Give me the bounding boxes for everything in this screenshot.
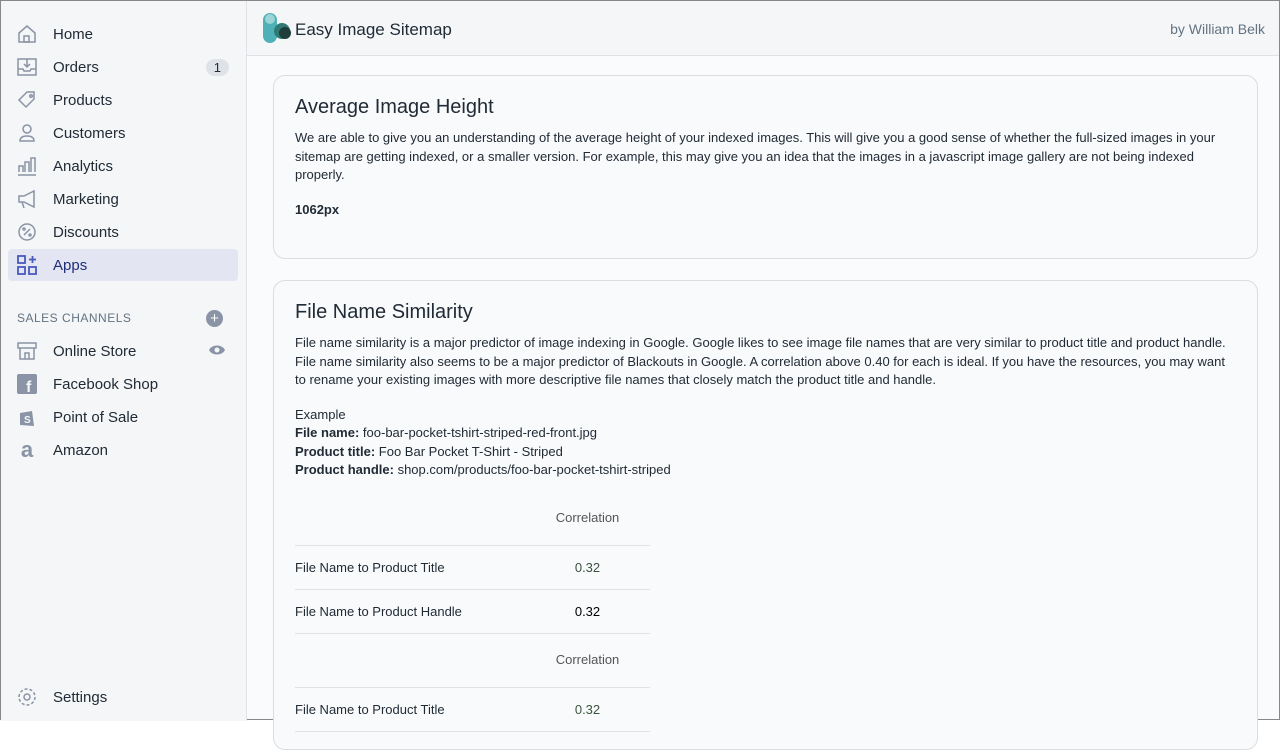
row-value: 0.32 — [525, 688, 650, 732]
product-title-label: Product title: — [295, 443, 376, 459]
nav-products[interactable]: Products — [8, 84, 238, 116]
person-icon — [16, 122, 38, 144]
add-channel-button[interactable]: + — [206, 310, 223, 327]
nav-apps[interactable]: Apps — [8, 249, 238, 281]
product-handle-value: shop.com/products/foo-bar-pocket-tshirt-striped — [397, 462, 671, 477]
card-description: File name similarity is a major predictor of image indexing in Google. Google likes to see image file names that are very similar to product title and product handle. File name similarity also seems to be a major predictor of Blackouts in Google. A correlation above 0.40 for each is ideal. If you have the resources, you may want to rename your existing images with more descriptive file names that closely match the product title and handle. — [295, 335, 1226, 387]
table-row — [295, 590, 650, 634]
amazon-icon: a — [20, 437, 34, 462]
example-label: Example — [295, 406, 346, 422]
chart-icon — [16, 155, 38, 177]
product-title-value: Foo Bar Pocket T-Shirt - Striped — [378, 443, 563, 459]
column-header: Correlation — [525, 510, 650, 546]
discount-icon — [16, 221, 38, 243]
table-row — [295, 546, 650, 590]
channel-amazon[interactable]: a Amazon — [8, 434, 238, 466]
svg-text:S: S — [24, 415, 31, 426]
table-row — [295, 688, 650, 732]
nav-discounts[interactable]: Discounts — [8, 216, 238, 248]
svg-text:f: f — [26, 379, 32, 394]
card-title: Average Image Height — [295, 96, 494, 118]
sidebar — [1, 1, 247, 721]
product-handle-label: Product handle: — [295, 462, 394, 477]
orders-badge: 1 — [206, 59, 229, 76]
channel-point-of-sale[interactable]: S Point of Sale — [8, 401, 238, 433]
file-name-similarity-card — [273, 280, 1258, 750]
gear-icon — [16, 686, 38, 708]
row-label: File Name to Product Title — [295, 688, 525, 732]
orders-icon — [16, 56, 38, 78]
sales-channels-heading: SALES CHANNELS — [17, 311, 132, 325]
channel-online-store[interactable]: Online Store — [8, 335, 238, 367]
card-description: We are able to give you an understanding of the average height of your indexed images. This will give you a good sense of whether the full-sized images in your sitemap are getting indexed, or a smaller version. For example, this may give you an idea that the images in a javascript image gallery are not being indexed properly. — [295, 130, 1216, 182]
store-icon — [16, 340, 38, 362]
nav-customers[interactable]: Customers — [8, 117, 238, 149]
average-height-value: 1062px — [295, 201, 340, 217]
nav-settings[interactable]: Settings — [8, 681, 238, 713]
nav-marketing[interactable]: Marketing — [8, 183, 238, 215]
eye-icon[interactable] — [208, 343, 226, 362]
nav-orders[interactable]: Orders 1 — [8, 51, 238, 83]
app-title: Easy Image Sitemap — [295, 20, 452, 39]
correlation-table — [295, 510, 650, 733]
row-label: File Name to Product Handle — [295, 590, 525, 634]
megaphone-icon — [16, 188, 38, 210]
row-value: 0.32 — [525, 546, 650, 590]
facebook-icon — [16, 373, 38, 395]
app-logo-icon — [262, 12, 292, 49]
main-content — [247, 56, 1279, 719]
nav-home[interactable]: Home — [8, 18, 238, 50]
row-label: File Name to Product Title — [295, 546, 525, 590]
channel-facebook-shop[interactable]: f Facebook Shop — [8, 368, 238, 400]
home-icon — [16, 23, 38, 45]
file-name-label: File name: — [295, 425, 360, 440]
apps-icon — [16, 254, 38, 276]
app-header — [247, 1, 1279, 56]
tag-icon — [16, 89, 38, 111]
file-name-value: foo-bar-pocket-tshirt-striped-red-front.jpg — [362, 425, 598, 440]
average-image-height-card — [273, 75, 1258, 259]
author-link[interactable]: by William Belk — [1170, 21, 1265, 37]
column-header: Correlation — [525, 634, 650, 688]
row-value: 0.32 — [525, 590, 650, 634]
shopify-bag-icon — [16, 406, 38, 428]
nav-analytics[interactable]: Analytics — [8, 150, 238, 182]
card-title: File Name Similarity — [295, 301, 473, 323]
